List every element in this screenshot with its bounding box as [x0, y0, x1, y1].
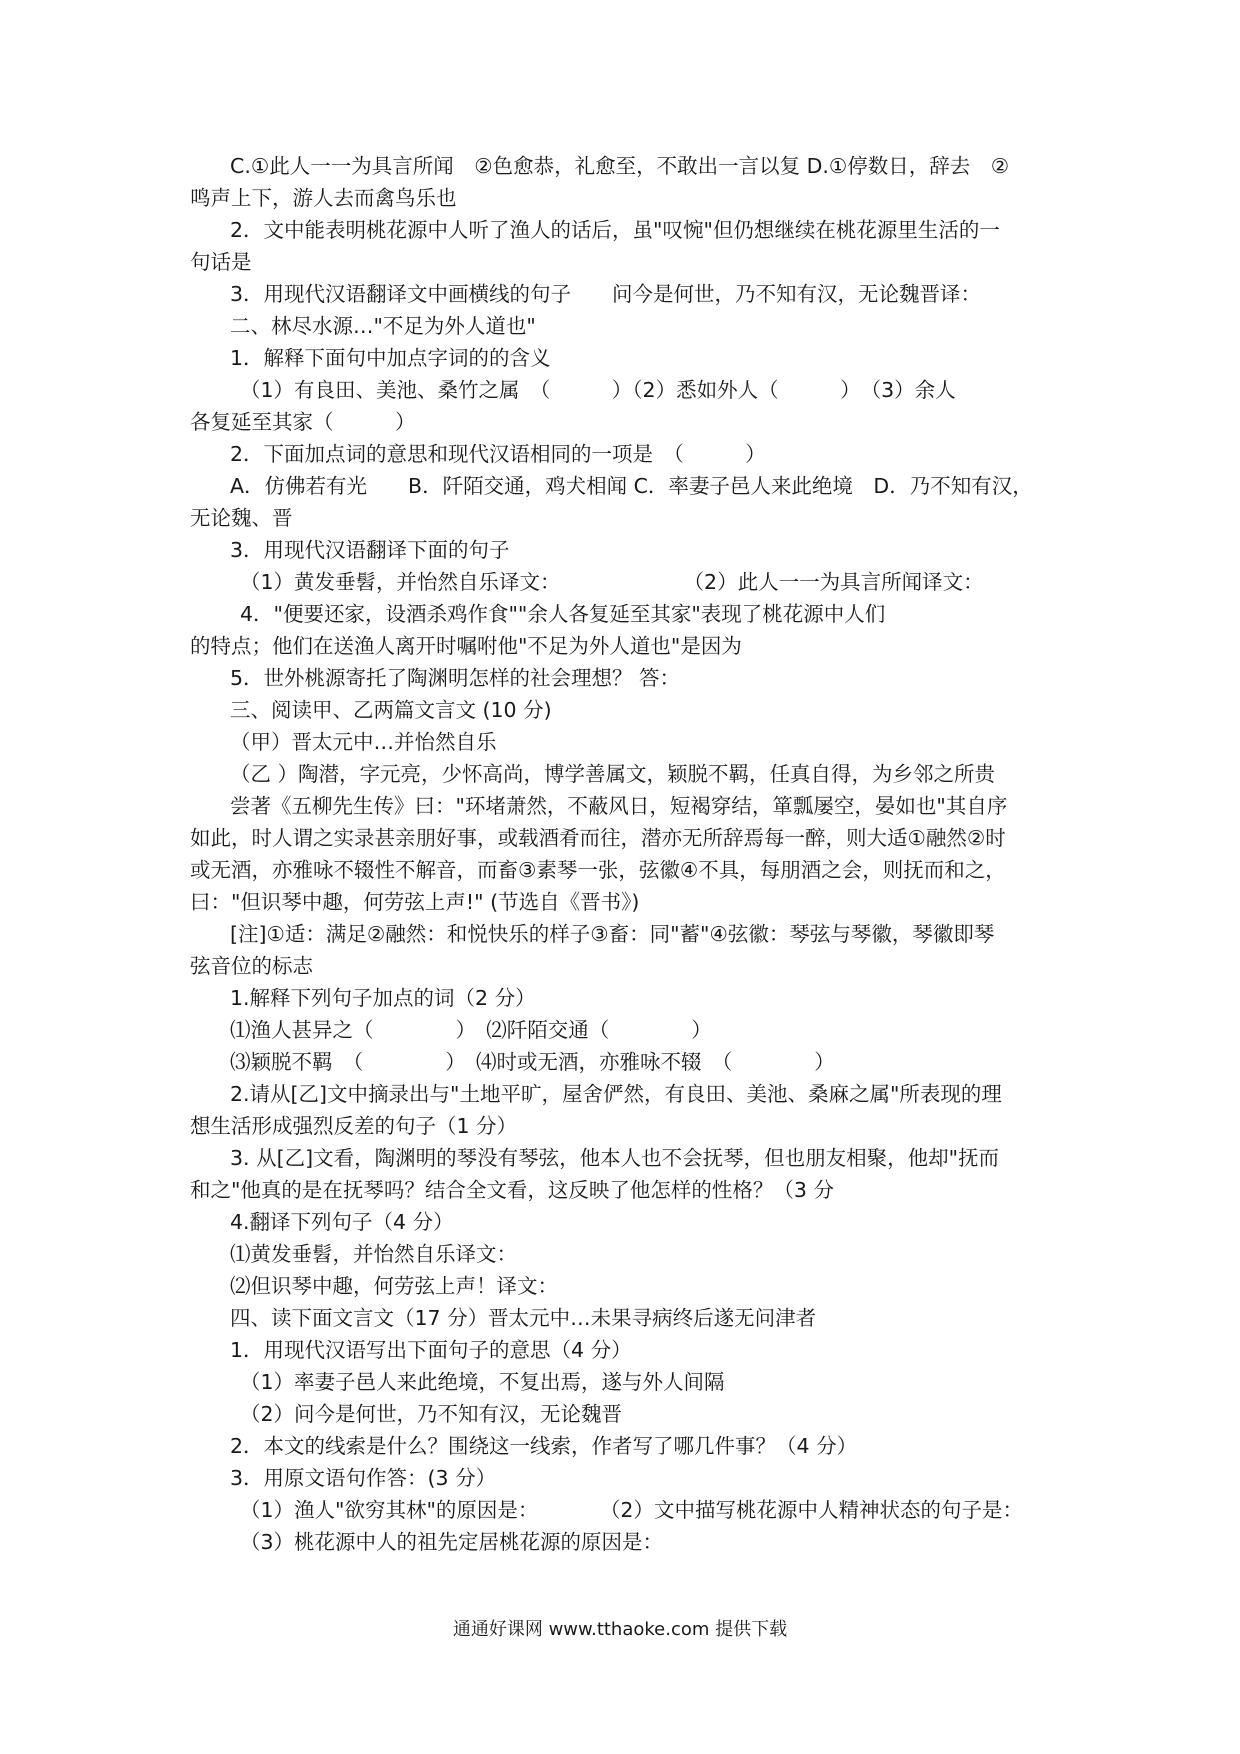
text-line: （2）问今是何世，乃不知有汉，无论魏晋	[240, 1402, 623, 1426]
text-line: 曰："但识琴中趣，何劳弦上声!" (节选自《晋书》)	[190, 890, 640, 914]
text-line: ⑴渔人甚异之（ ） ⑵阡陌交通（ ）	[230, 1018, 712, 1042]
text-line: C.①此人一一为具言所闻 ②色愈恭，礼愈至，不敢出一言以复 D.①停数日，辞去 ②	[230, 154, 1010, 178]
section-heading: 三、阅读甲、乙两篇文言文 (10 分)	[230, 698, 552, 722]
text-line: 1．解释下面句中加点字词的的含义	[230, 346, 551, 370]
text-line: （1）率妻子邑人来此绝境，不复出焉，遂与外人间隔	[240, 1370, 725, 1394]
text-line: 3．用原文语句作答：(3 分）	[230, 1466, 497, 1490]
text-line: 3．用现代汉语翻译文中画横线的句子 问今是何世，乃不知有汉，无论魏晋译：	[230, 282, 982, 306]
text-line: ⑵但识琴中趣，何劳弦上声！译文：	[230, 1274, 558, 1298]
text-line: 2.请从[乙]文中摘录出与"土地平旷，屋舍俨然，有良田、美池、桑麻之属"所表现的理	[230, 1082, 1002, 1106]
text-line: 或无酒，亦雅咏不辍性不解音，而畜③素琴一张，弦徽④不具，每朋酒之会，则抚而和之，	[190, 858, 1006, 882]
text-line: 无论魏、晋	[190, 506, 293, 530]
text-line: 4．"便要还家，设酒杀鸡作食""余人各复延至其家"表现了桃花源中人们	[240, 602, 886, 626]
text-line: （1）有良田、美池、桑竹之属 （ ）（2）悉如外人（ ） （3）余人	[240, 378, 956, 402]
text-line: 句话是	[190, 250, 252, 274]
text-line: （甲）晋太元中…并怡然自乐	[230, 730, 497, 754]
text-line: 如此，时人谓之实录甚亲朋好事，或载酒肴而往，潜亦无所辞焉每一醉，则大适①融然②时	[190, 826, 1006, 850]
note-line: 弦音位的标志	[190, 954, 313, 978]
text-line: 2．本文的线索是什么？围绕这一线索，作者写了哪几件事？（4 分）	[230, 1434, 858, 1458]
text-line: （3）桃花源中人的祖先定居桃花源的原因是：	[240, 1530, 664, 1554]
text-line: 的特点；他们在送渔人离开时嘱咐他"不足为外人道也"是因为	[190, 634, 742, 658]
text-line: 5．世外桃源寄托了陶渊明怎样的社会理想？ 答：	[230, 666, 681, 690]
text-line: 想生活形成强烈反差的句子（1 分）	[190, 1114, 518, 1138]
text-line: 尝著《五柳先生传》曰："环堵萧然，不蔽风日，短褐穿结，箪瓢屡空，晏如也"其自序	[230, 794, 1008, 818]
text-line: （1）渔人"欲穷其林"的原因是： （2）文中描写桃花源中人精神状态的句子是：	[240, 1498, 1023, 1522]
text-line: 3．用现代汉语翻译下面的句子	[230, 538, 510, 562]
text-line: 1.解释下列句子加点的词（2 分）	[230, 986, 536, 1010]
text-line: （1）黄发垂髫，并怡然自乐译文： （2）此人一一为具言所闻译文：	[240, 570, 984, 594]
text-line: 鸣声上下，游人去而禽鸟乐也	[190, 186, 457, 210]
text-line: （乙 ）陶潜，字元亮，少怀高尚，博学善属文，颖脱不羁，任真自得，为乡邻之所贵	[230, 762, 996, 786]
text-line: 4.翻译下列句子（4 分）	[230, 1210, 454, 1234]
page-footer: 通通好课网 www.tthaoke.com 提供下载	[452, 1619, 788, 1640]
text-line: 和之"他真的是在抚琴吗？结合全文看，这反映了他怎样的性格？（3 分	[190, 1178, 834, 1202]
section-heading: 四、读下面文言文（17 分）晋太元中…未果寻病终后遂无问津者	[230, 1306, 817, 1330]
text-line: 3. 从[乙]文看，陶渊明的琴没有琴弦，他本人也不会抚琴，但也朋友相聚，他却"抚而	[230, 1146, 999, 1170]
text-line: ⑶颖脱不羁 （ ） ⑷时或无酒，亦雅咏不辍 （ ）	[230, 1050, 835, 1074]
text-line: ⑴黄发垂髫，并怡然自乐译文：	[230, 1242, 517, 1266]
text-line: A．仿佛若有光 B．阡陌交通，鸡犬相闻 C．率妻子邑人来此绝境 D．乃不知有汉，	[230, 474, 1033, 498]
text-line: 1．用现代汉语写出下面句子的意思（4 分）	[230, 1338, 632, 1362]
text-line: 各复延至其家（ ）	[190, 410, 416, 434]
text-line: 2．下面加点词的意思和现代汉语相同的一项是 （ ）	[230, 442, 766, 466]
section-heading: 二、林尽水源…"不足为外人道也"	[230, 314, 536, 338]
note-line: [注]①适：满足②融然：和悦快乐的样子③畜：同"蓄"④弦徽：琴弦与琴徽，琴徽即琴	[230, 922, 995, 946]
text-line: 2．文中能表明桃花源中人听了渔人的话后，虽"叹惋"但仍想继续在桃花源里生活的一	[230, 218, 1000, 242]
